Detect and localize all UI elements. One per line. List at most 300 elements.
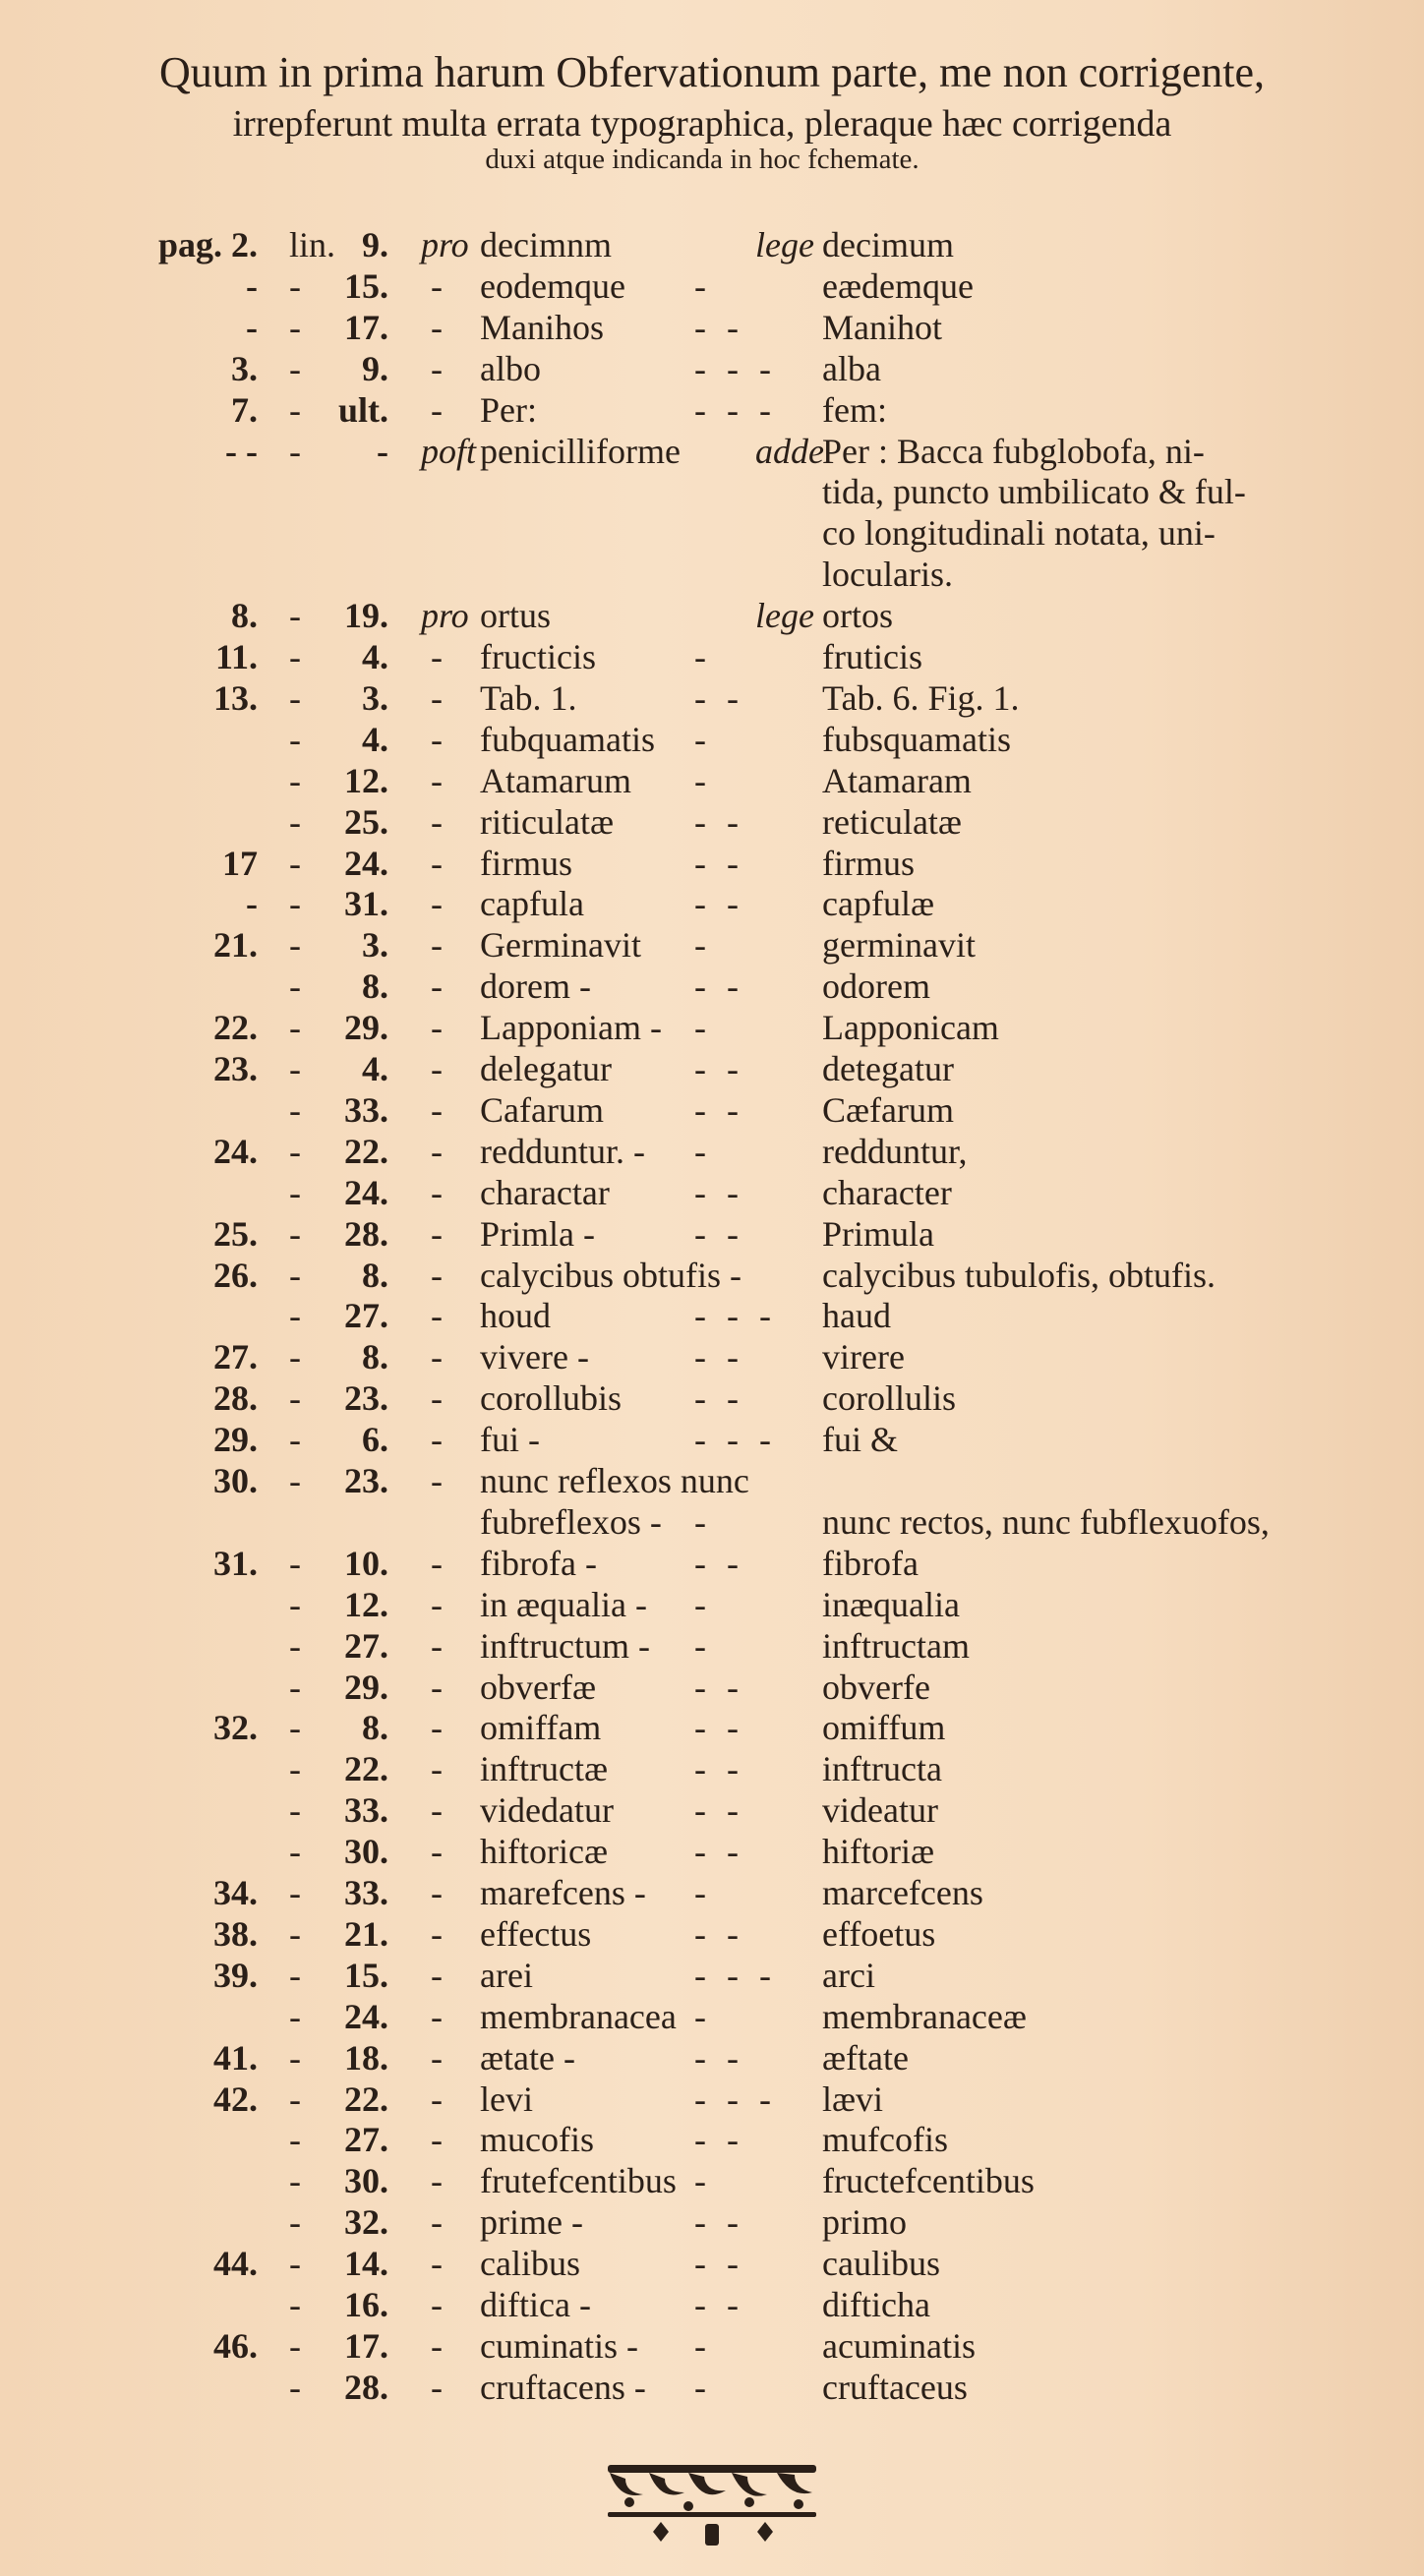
erroneous-text: cruftacens - <box>480 2367 646 2407</box>
page-ref: - <box>246 884 258 924</box>
errata-row <box>0 2160 1424 2201</box>
line-ref: 33. <box>344 1089 388 1130</box>
corrected-text: capfulæ <box>822 884 934 924</box>
erroneous-text: decimnm <box>480 225 612 264</box>
errata-row <box>0 2284 1424 2325</box>
leader-dashes: - - <box>694 1543 744 1583</box>
erroneous-text: Per: <box>480 389 537 430</box>
line-dash: - <box>431 1667 443 1707</box>
line-ref: 4. <box>362 719 388 759</box>
erroneous-text: inftructum - <box>480 1625 650 1666</box>
page-ref: 29. <box>213 1420 258 1460</box>
leader-dashes: - - <box>694 1708 744 1748</box>
line-ref: 8. <box>362 966 388 1007</box>
page-dash: - <box>289 1255 301 1295</box>
erroneous-text: arei <box>480 1955 533 1995</box>
leader-dashes: - - <box>694 884 744 924</box>
line-ref: 24. <box>344 843 388 883</box>
errata-row <box>0 924 1424 966</box>
erroneous-text: delegatur <box>480 1049 612 1088</box>
errata-row <box>0 595 1424 636</box>
line-dash: - <box>431 2244 443 2284</box>
errata-row <box>0 677 1424 719</box>
line-dash: - <box>431 265 443 306</box>
erroneous-text: membranacea <box>480 1996 677 2036</box>
page-dash: - <box>289 1955 301 1995</box>
errata-row <box>0 1255 1424 1296</box>
line-ref: 22. <box>344 1749 388 1789</box>
page-dash: - <box>289 966 301 1007</box>
page-ref: 38. <box>213 1913 258 1954</box>
corrected-text: Atamaram <box>822 760 972 800</box>
leader-dashes: - - - <box>694 1955 777 1995</box>
corrected-text: marcefcens <box>822 1873 983 1912</box>
line-dash: - <box>431 1131 443 1171</box>
line-ref: 24. <box>344 1172 388 1212</box>
page-dash: - <box>289 265 301 306</box>
keyword: pro <box>421 596 469 636</box>
line-ref: 18. <box>344 2037 388 2078</box>
corrected-text: arci <box>822 1955 875 1995</box>
page-dash: - <box>289 1667 301 1707</box>
line-ref: 15. <box>344 265 388 306</box>
page-dash: - <box>289 2120 301 2160</box>
leader-dashes: - - - <box>694 389 777 430</box>
erroneous-text: diftica - <box>480 2285 591 2324</box>
line-ref: 23. <box>344 1461 388 1500</box>
erroneous-text: Tab. 1. <box>480 677 577 718</box>
line-dash: - <box>431 2285 443 2324</box>
corrected-text: Lapponicam <box>822 1008 999 1048</box>
header-line-1: Quum in prima harum Obfervationum parte, me non corrigente, <box>158 48 1266 96</box>
page-ref: 28. <box>213 1378 258 1419</box>
corrected-text: difticha <box>822 2285 930 2324</box>
keyword: pro <box>421 225 469 264</box>
leader-dashes: - - - <box>694 1296 777 1336</box>
corrected-text: eædemque <box>822 265 974 306</box>
line-dash: - <box>431 925 443 966</box>
line-ref: 9. <box>362 348 388 388</box>
erroneous-text: riticulatæ <box>480 801 614 842</box>
errata-row <box>0 2367 1424 2408</box>
errata-row <box>0 1295 1424 1336</box>
line-dash: - <box>431 2078 443 2119</box>
line-dash: - <box>431 637 443 676</box>
erroneous-text: redduntur. - <box>480 1131 645 1171</box>
errata-row <box>0 1460 1424 1501</box>
line-ref: 27. <box>344 1296 388 1336</box>
errata-row <box>0 1625 1424 1667</box>
corrected-text: membranaceæ <box>822 1996 1027 2036</box>
corrected-text: firmus <box>822 843 915 883</box>
erroneous-text: Cafarum <box>480 1089 604 1130</box>
corrected-text: Cæfarum <box>822 1089 954 1130</box>
page-dash: - <box>289 2161 301 2201</box>
corrected-text: decimum <box>822 225 954 264</box>
line-dash: - <box>431 801 443 842</box>
line-dash: - <box>431 1089 443 1130</box>
erroneous-text: ætate - <box>480 2037 575 2078</box>
erroneous-text: marefcens - <box>480 1873 646 1912</box>
header-line-2: irrepferunt multa errata typographica, pleraque hæc corrigenda <box>232 103 1172 145</box>
line-dash: - <box>431 1172 443 1212</box>
errata-row <box>0 1707 1424 1748</box>
corrected-text: alba <box>822 348 881 388</box>
line-dash: - <box>431 2202 443 2243</box>
leader-dashes: - <box>694 1625 712 1666</box>
line-dash: - <box>431 307 443 347</box>
corrected-text: corollulis <box>822 1378 956 1419</box>
line-dash: - <box>431 1049 443 1088</box>
errata-row <box>0 2243 1424 2284</box>
line-ref: 16. <box>344 2285 388 2324</box>
line-dash: - <box>431 884 443 924</box>
leader-dashes: - <box>694 1501 712 1542</box>
line-dash: - <box>431 719 443 759</box>
line-ref: 33. <box>344 1873 388 1912</box>
corrected-text: Tab. 6. Fig. 1. <box>822 677 1020 718</box>
line-dash: - <box>431 1461 443 1500</box>
errata-row <box>0 307 1424 348</box>
line-ref: 30. <box>344 2161 388 2201</box>
page-ref: 46. <box>213 2325 258 2366</box>
page-dash: - <box>289 2244 301 2284</box>
line-dash: - <box>431 1708 443 1748</box>
page-dash: - <box>289 1913 301 1954</box>
errata-row <box>0 265 1424 307</box>
page-dash: - <box>289 1790 301 1831</box>
line-ref: 29. <box>344 1008 388 1048</box>
line-dash: - <box>431 1584 443 1624</box>
page-dash: - <box>289 1543 301 1583</box>
erroneous-text: corollubis <box>480 1378 622 1419</box>
erroneous-text: in æqualia - <box>480 1584 647 1624</box>
page-dash: - <box>289 1708 301 1748</box>
line-ref: 21. <box>344 1913 388 1954</box>
line-ref: 17. <box>344 307 388 347</box>
line-ref: 15. <box>344 1955 388 1995</box>
page-dash: - <box>289 677 301 718</box>
line-dash: - <box>431 1008 443 1048</box>
erroneous-text: Germinavit <box>480 925 641 966</box>
line-ref: 22. <box>344 2078 388 2119</box>
erroneous-text: houd <box>480 1296 551 1336</box>
corrected-text: fui & <box>822 1420 898 1460</box>
leader-dashes: - <box>694 1996 712 2036</box>
page-ref: 23. <box>213 1049 258 1088</box>
erroneous-text: Manihos <box>480 307 604 347</box>
erroneous-text: albo <box>480 348 541 388</box>
corrected-text: acuminatis <box>822 2325 976 2366</box>
errata-row <box>0 1543 1424 1584</box>
page-ref: 27. <box>213 1337 258 1377</box>
leader-dashes: - - <box>694 1213 744 1254</box>
page-dash: - <box>289 719 301 759</box>
page-ref: 44. <box>213 2244 258 2284</box>
page-ref: 8. <box>231 596 258 636</box>
erroneous-text: calibus <box>480 2244 580 2284</box>
line-ref: ult. <box>337 389 388 430</box>
line-ref: 6. <box>362 1420 388 1460</box>
fleuron-tailpiece-icon <box>0 2453 1424 2571</box>
page-ref: - <box>246 265 258 306</box>
line-ref: 32. <box>344 2202 388 2243</box>
page-dash: - <box>289 1832 301 1872</box>
keyword-lege: lege <box>755 596 814 636</box>
leader-dashes: - <box>694 2325 712 2366</box>
page-ref: 31. <box>213 1543 258 1583</box>
leader-dashes: - <box>694 760 712 800</box>
erroneous-text: Primla - <box>480 1213 595 1254</box>
errata-row <box>0 1996 1424 2037</box>
erroneous-text: levi <box>480 2078 533 2119</box>
errata-row <box>0 431 1424 472</box>
page-dash: - <box>289 2325 301 2366</box>
corrected-text: germinavit <box>822 925 976 966</box>
corrected-text: character <box>822 1172 952 1212</box>
line-ref: 12. <box>344 1584 388 1624</box>
leader-dashes: - - - <box>694 1420 777 1460</box>
keyword-lege: adde <box>755 431 824 471</box>
errata-row <box>0 1872 1424 1913</box>
page-ref: 24. <box>213 1131 258 1171</box>
page-dash: - <box>289 1625 301 1666</box>
page-ref: 39. <box>213 1955 258 1995</box>
line-ref: 8. <box>362 1708 388 1748</box>
leader-dashes: - - <box>694 1049 744 1088</box>
errata-row <box>0 554 1424 595</box>
line-ref: 27. <box>344 1625 388 1666</box>
erroneous-text: vivere - <box>480 1337 589 1377</box>
corrected-text: videatur <box>822 1790 938 1831</box>
line-ref: 8. <box>362 1337 388 1377</box>
line-dash: - <box>431 1913 443 1954</box>
page-ref: pag. 2. <box>157 225 258 264</box>
page-dash: - <box>289 1378 301 1419</box>
erroneous-text: capfula <box>480 884 584 924</box>
corrected-text: Primula <box>822 1213 934 1254</box>
corrected-text: haud <box>822 1296 891 1336</box>
leader-dashes: - - - <box>694 348 777 388</box>
erroneous-text: eodemque <box>480 265 625 306</box>
erroneous-text: nunc reflexos nunc <box>480 1461 749 1500</box>
leader-dashes: - - <box>694 2037 744 2078</box>
corrected-text: fubsquamatis <box>822 719 1011 759</box>
line-ref: 3. <box>362 677 388 718</box>
leader-dashes: - - <box>694 1337 744 1377</box>
errata-row <box>0 1789 1424 1831</box>
corrected-text: Per : Bacca fubglobofa, ni- <box>822 431 1205 471</box>
errata-row <box>0 2037 1424 2078</box>
leader-dashes: - - <box>694 966 744 1007</box>
line-dash: - <box>431 2037 443 2078</box>
erroneous-text: effectus <box>480 1913 592 1954</box>
corrected-text: æftate <box>822 2037 909 2078</box>
line-dash: - <box>431 1213 443 1254</box>
line-ref: 14. <box>344 2244 388 2284</box>
corrected-text: fem: <box>822 389 887 430</box>
line-dash: - <box>431 1625 443 1666</box>
erroneous-text: inftructæ <box>480 1749 608 1789</box>
page-dash: - <box>289 596 301 636</box>
errata-row <box>0 1336 1424 1377</box>
errata-row <box>0 389 1424 431</box>
line-ref: 27. <box>344 2120 388 2160</box>
page-dash: - <box>289 2202 301 2243</box>
errata-row <box>0 1048 1424 1089</box>
page-dash: - <box>289 1420 301 1460</box>
page-ref: 26. <box>213 1255 258 1295</box>
page-ref: 17 <box>222 843 258 883</box>
corrected-text: effoetus <box>822 1913 936 1954</box>
leader-dashes: - - <box>694 843 744 883</box>
corrected-text: detegatur <box>822 1049 954 1088</box>
corrected-text: lævi <box>822 2078 884 2119</box>
errata-row <box>0 1955 1424 1996</box>
errata-row <box>0 1213 1424 1255</box>
line-dash: - <box>431 1337 443 1377</box>
line-ref: 28. <box>344 1213 388 1254</box>
errata-row <box>0 1131 1424 1172</box>
errata-row <box>0 883 1424 924</box>
errata-row <box>0 1089 1424 1131</box>
page-dash: - <box>289 1461 301 1500</box>
erroneous-text: ortus <box>480 596 551 636</box>
leader-dashes: - - <box>694 1790 744 1831</box>
leader-dashes: - - <box>694 2120 744 2160</box>
line-dash: - <box>431 1420 443 1460</box>
line-dash: - <box>431 760 443 800</box>
line-dash: - <box>431 1255 443 1295</box>
page-dash: lin. <box>289 225 336 264</box>
page-dash: - <box>289 884 301 924</box>
line-ref: 33. <box>344 1790 388 1831</box>
line-dash: - <box>431 1749 443 1789</box>
errata-row <box>0 636 1424 677</box>
page-ref: 13. <box>213 677 258 718</box>
corrected-text: reticulatæ <box>822 801 962 842</box>
leader-dashes: - <box>694 265 712 306</box>
corrected-text: inftructa <box>822 1749 942 1789</box>
leader-dashes: - <box>694 1873 712 1912</box>
errata-row <box>0 2078 1424 2120</box>
page-dash: - <box>289 389 301 430</box>
page-dash: - <box>289 1049 301 1088</box>
header-line-3: duxi atque indicanda in hoc fchemate. <box>485 144 920 175</box>
page-dash: - <box>289 843 301 883</box>
errata-row <box>0 1419 1424 1460</box>
errata-row <box>0 801 1424 843</box>
line-dash: - <box>431 1296 443 1336</box>
page-dash: - <box>289 2078 301 2119</box>
line-ref: - <box>377 431 388 471</box>
page-dash: - <box>289 1749 301 1789</box>
line-ref: 24. <box>344 1996 388 2036</box>
line-dash: - <box>431 677 443 718</box>
leader-dashes: - <box>694 925 712 966</box>
page-ref: 34. <box>213 1873 258 1912</box>
page-dash: - <box>289 348 301 388</box>
corrected-text: obverfe <box>822 1667 930 1707</box>
errata-row <box>0 1913 1424 1955</box>
page-dash: - <box>289 2367 301 2407</box>
line-ref: 9. <box>362 225 388 264</box>
errata-row <box>0 1377 1424 1419</box>
page-dash: - <box>289 431 301 471</box>
leader-dashes: - <box>694 2161 712 2201</box>
page-ref: 3. <box>231 348 258 388</box>
errata-row <box>0 1501 1424 1543</box>
line-dash: - <box>431 1996 443 2036</box>
errata-row <box>0 1667 1424 1708</box>
errata-row <box>0 1172 1424 1213</box>
keyword-lege: lege <box>755 225 814 264</box>
keyword: poft <box>421 431 477 471</box>
erroneous-text: fubreflexos - <box>480 1501 662 1542</box>
page-ref: - - <box>225 431 258 471</box>
page-dash: - <box>289 1996 301 2036</box>
leader-dashes: - - <box>694 1089 744 1130</box>
line-ref: 28. <box>344 2367 388 2407</box>
line-ref: 12. <box>344 760 388 800</box>
page-ref: 11. <box>214 637 258 676</box>
page-dash: - <box>289 801 301 842</box>
erroneous-text: fructicis <box>480 637 596 676</box>
corrected-text: mufcofis <box>822 2120 948 2160</box>
leader-dashes: - - <box>694 2285 744 2324</box>
errata-row <box>0 1748 1424 1789</box>
corrected-text: calycibus tubulofis, obtufis. <box>822 1255 1216 1295</box>
leader-dashes: - - <box>694 1913 744 1954</box>
corrected-text: Manihot <box>822 307 942 347</box>
page-ref: 21. <box>213 925 258 966</box>
line-dash: - <box>431 2367 443 2407</box>
line-ref: 29. <box>344 1667 388 1707</box>
page-dash: - <box>289 637 301 676</box>
erroneous-text: videdatur <box>480 1790 614 1831</box>
erroneous-text: obverfæ <box>480 1667 596 1707</box>
page-dash: - <box>289 2037 301 2078</box>
erroneous-text: calycibus obtufis - <box>480 1255 742 1295</box>
errata-row <box>0 2325 1424 2367</box>
corrected-text: cruftaceus <box>822 2367 968 2407</box>
page-ref: 41. <box>213 2037 258 2078</box>
page-ref: 42. <box>213 2078 258 2119</box>
erroneous-text: firmus <box>480 843 572 883</box>
page-dash: - <box>289 1213 301 1254</box>
corrected-text: fibrofa <box>822 1543 919 1583</box>
line-dash: - <box>431 1543 443 1583</box>
erroneous-text: mucofis <box>480 2120 594 2160</box>
erroneous-text: dorem - <box>480 966 591 1007</box>
page-ref: 22. <box>213 1008 258 1048</box>
leader-dashes: - - - <box>694 2078 777 2119</box>
line-ref: 17. <box>344 2325 388 2366</box>
leader-dashes: - - <box>694 677 744 718</box>
corrected-text: ortos <box>822 596 893 636</box>
line-ref: 8. <box>362 1255 388 1295</box>
erroneous-text: prime - <box>480 2202 583 2243</box>
page-ref: 32. <box>213 1708 258 1748</box>
errata-row <box>0 512 1424 554</box>
leader-dashes: - <box>694 719 712 759</box>
page-ref: 25. <box>213 1213 258 1254</box>
leader-dashes: - - <box>694 2202 744 2243</box>
corrected-text: fructefcentibus <box>822 2161 1035 2201</box>
leader-dashes: - <box>694 1008 712 1048</box>
line-dash: - <box>431 348 443 388</box>
page-dash: - <box>289 2285 301 2324</box>
